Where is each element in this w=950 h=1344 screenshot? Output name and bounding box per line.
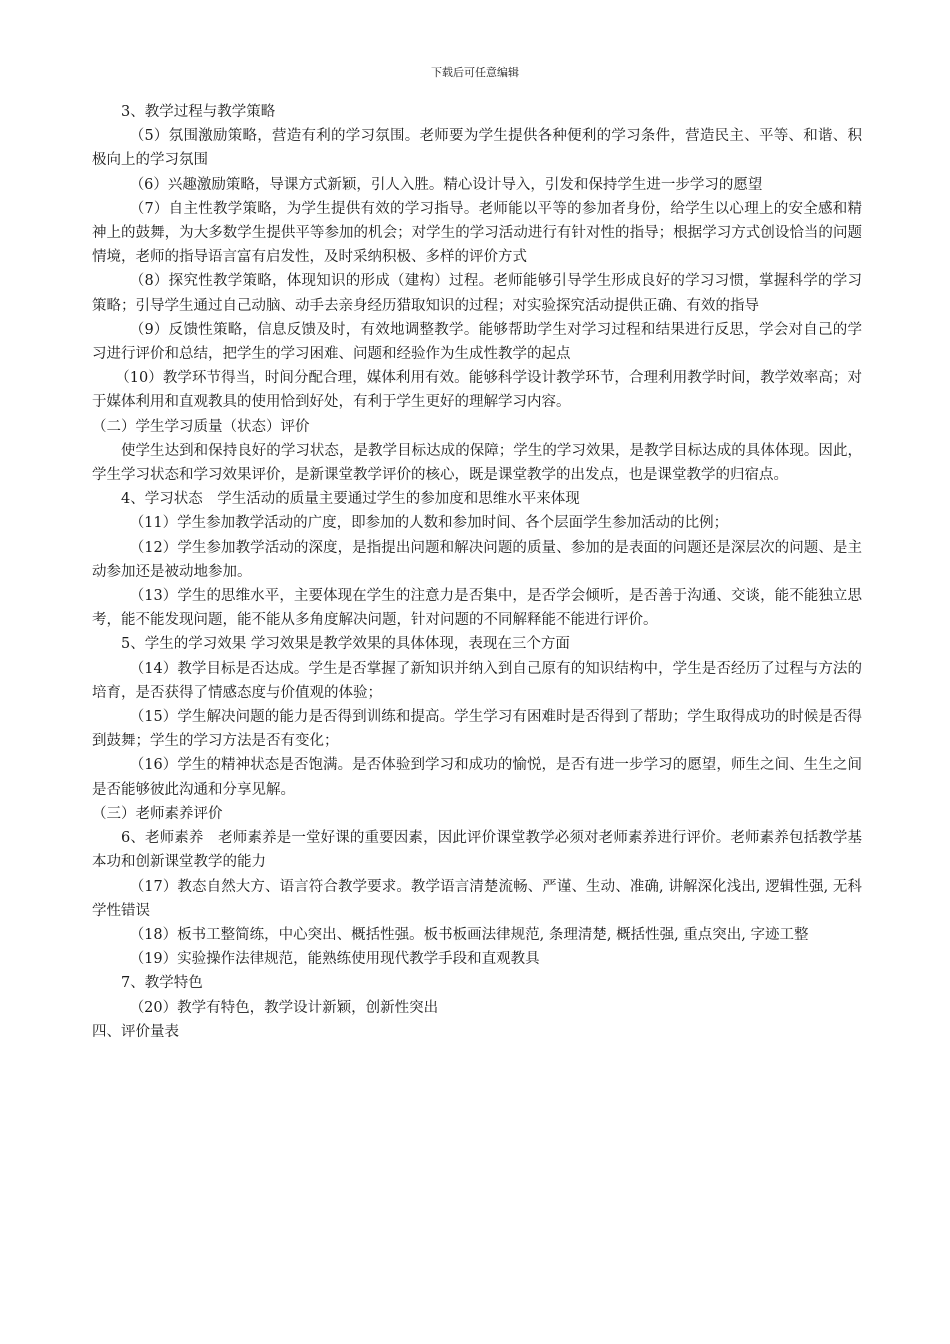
paragraph: （20）教学有特色，教学设计新颖，创新性突出 bbox=[129, 999, 439, 1016]
document-body bbox=[92, 100, 862, 1044]
page-header-note: 下载后可任意编辑 bbox=[431, 66, 519, 79]
paragraph: 7、教学特色 bbox=[121, 975, 203, 992]
section-heading: 四、评价量表 bbox=[92, 1023, 179, 1040]
paragraph: （11）学生参加教学活动的广度，即参加的人数和参加时间、各个层面学生参加活动的比例； bbox=[129, 515, 729, 532]
paragraph: 6、老师素养 老师素养是一堂好课的重要因素，因此评价课堂教学必须对老师素养进行评价。老师素养包括教学基本功和创新课堂教学的能力 bbox=[92, 830, 862, 871]
paragraph: 4、学习状态 学生活动的质量主要通过学生的参加度和思维水平来体现 bbox=[121, 491, 580, 508]
section-heading: （二）学生学习质量（状态）评价 bbox=[92, 418, 310, 435]
section-heading: （三）老师素养评价 bbox=[92, 805, 223, 822]
paragraph: （9）反馈性策略，信息反馈及时，有效地调整教学。能够帮助学生对学习过程和结果进行反思，学会对自己的学习进行评价和总结，把学生的学习困难、问题和经验作为生成性教学的起点 bbox=[92, 321, 862, 363]
paragraph: （5）氛围激励策略，营造有利的学习氛围。老师要为学生提供各种便利的学习条件，营造民主、平等、和谐、积极向上的学习氛围 bbox=[92, 128, 862, 169]
paragraph: （10）教学环节得当，时间分配合理，媒体利用有效。能够科学设计教学环节，合理利用教学时间，教学效率高；对于媒体利用和直观教具的使用恰到好处，有利于学生更好的理解学习内容。 bbox=[92, 370, 862, 411]
paragraph: （18）板书工整简练，中心突出、概括性强。板书板画法律规范, 条理清楚, 概括性强, 重点突出, 字迹工整 bbox=[129, 926, 809, 943]
paragraph: 3、教学过程与教学策略 bbox=[121, 104, 276, 120]
paragraph: （14）教学目标是否达成。学生是否掌握了新知识并纳入到自己原有的知识结构中，学生是否经历了过程与方法的培育，是否获得了情感态度与价值观的体验； bbox=[92, 660, 862, 701]
paragraph: （15）学生解决问题的能力是否得到训练和提高。学生学习有困难时是否得到了帮助；学生取得成功的时候是否得到鼓舞；学生的学习方法是否有变化； bbox=[92, 709, 862, 750]
paragraph: 5、学生的学习效果 学习效果是教学效果的具体体现，表现在三个方面 bbox=[121, 636, 570, 653]
paragraph: （17）教态自然大方、语言符合教学要求。教学语言清楚流畅、严谨、生动、准确, 讲解深化浅出, 逻辑性强, 无科学性错误 bbox=[92, 878, 862, 919]
paragraph: （7）自主性教学策略，为学生提供有效的学习指导。老师能以平等的参加者身份，给学生以心理上的安全感和精神上的鼓舞，为大多数学生提供平等参加的机会；对学生的学习活动进行有针对性的指导；根据学习方式创设恰当的问题情境，老师的指导语言富有启发性，及时采纳积极、多样的评价方式 bbox=[92, 200, 862, 266]
paragraph: 使学生达到和保持良好的学习状态，是教学目标达成的保障；学生的学习效果，是教学目标达成的具体体现。因此，学生学习状态和学习效果评价，是新课堂教学评价的核心，既是课堂教学的出发点，也是课堂教学的归宿点。 bbox=[92, 442, 862, 484]
paragraph: （13）学生的思维水平，主要体现在学生的注意力是否集中，是否学会倾听，是否善于沟通、交谈，能不能独立思考，能不能发现问题，能不能从多角度解决问题，针对问题的不同解释能不能进行评价。 bbox=[92, 588, 862, 629]
paragraph: （16）学生的精神状态是否饱满。是否体验到学习和成功的愉悦，是否有进一步学习的愿望，师生之间、生生之间是否能够彼此沟通和分享见解。 bbox=[92, 757, 862, 798]
paragraph: （19）实验操作法律规范，能熟练使用现代教学手段和直观教具 bbox=[129, 951, 540, 968]
paragraph: （6）兴趣激励策略，导课方式新颖，引人入胜。精心设计导入，引发和保持学生进一步学习的愿望 bbox=[129, 176, 763, 193]
paragraph: （8）探究性教学策略，体现知识的形成（建构）过程。老师能够引导学生形成良好的学习习惯，掌握科学的学习策略；引导学生通过自己动脑、动手去亲身经历猎取知识的过程；对实验探究活动提供正确、有效的指导 bbox=[92, 273, 862, 314]
paragraph: （12）学生参加教学活动的深度，是指提出问题和解决问题的质量、参加的是表面的问题还是深层次的问题、是主动参加还是被动地参加。 bbox=[92, 539, 862, 580]
